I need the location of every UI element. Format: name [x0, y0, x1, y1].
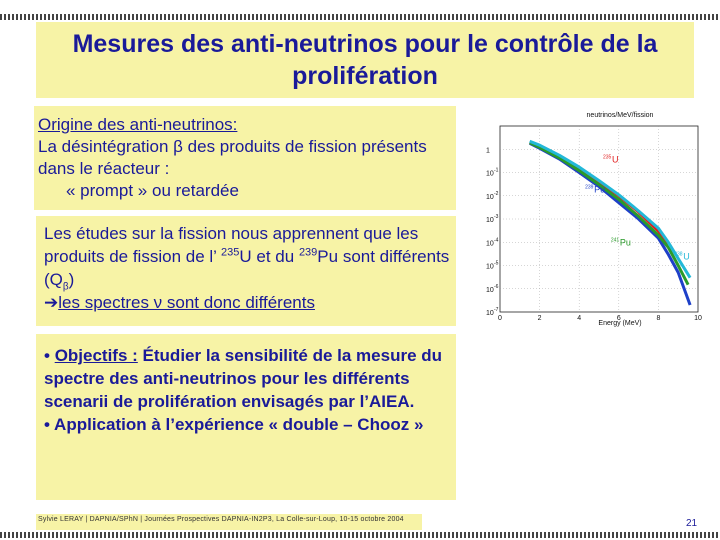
- y-tick-exponent: -6: [494, 283, 499, 290]
- fission-text-b: U et du: [239, 247, 299, 266]
- sub-beta: β: [62, 281, 69, 293]
- y-tick-label: 10: [486, 170, 494, 178]
- y-tick-exponent: -7: [494, 307, 499, 313]
- footer-text: Sylvie LERAY | DAPNIA/SPhN | Journées Prospectives DAPNIA-IN2P3, La Colle-sur-Loup, 10-15 octobre 2004: [38, 516, 404, 523]
- curve-label-mass: 238: [674, 251, 683, 258]
- objectives-label: Objectifs :: [54, 346, 138, 365]
- arrow-icon: ➔: [44, 293, 59, 312]
- y-tick-exponent: -4: [494, 237, 499, 244]
- curve-label-element: Pu: [619, 237, 631, 248]
- curve-label-mass: 241: [610, 237, 620, 244]
- y-tick-label: 10: [486, 310, 494, 317]
- y-tick-exponent: -3: [494, 214, 499, 220]
- y-tick-label: 10: [486, 286, 494, 294]
- x-tick-label: 10: [694, 315, 702, 322]
- origin-box: [34, 106, 456, 210]
- curve-label-mass: 235: [602, 154, 612, 161]
- page-number: 21: [686, 518, 698, 529]
- curve-label-element: U: [611, 154, 619, 165]
- top-dotted-border: [0, 14, 720, 20]
- origin-text: [38, 114, 452, 202]
- fission-text-c: Pu sont différents (Q: [44, 247, 450, 289]
- curve-label-element: U: [683, 251, 690, 262]
- y-tick-label: 1: [486, 147, 490, 155]
- y-tick-label: 10: [486, 263, 494, 271]
- sup-235: 235: [221, 246, 240, 259]
- slide-title: Mesures des anti-neutrinos pour le contrôle de la prolifération: [72, 30, 658, 90]
- objectives-text: [44, 344, 448, 436]
- spectra-conclusion: les spectres ν sont donc différents: [58, 293, 315, 312]
- chart-background: [470, 106, 706, 328]
- application-text: • Application à l’expérience « double – Chooz »: [44, 415, 424, 434]
- objectives-box: [36, 334, 456, 500]
- origin-line2: « prompt » ou retardée: [66, 181, 239, 200]
- y-tick-label: 10: [486, 193, 494, 201]
- x-tick-label: 2: [537, 315, 542, 322]
- curve-label-mass: 239: [585, 184, 594, 191]
- y-tick-exponent: -5: [494, 260, 499, 267]
- fission-box: [36, 216, 456, 326]
- fission-text-a: Les études sur la fission nous apprennent que les produits de fission de l’: [44, 224, 419, 266]
- bottom-dotted-border: [0, 532, 720, 538]
- x-tick-label: 8: [656, 315, 661, 322]
- y-tick-label: 10: [486, 217, 494, 224]
- x-tick-label: 4: [577, 315, 582, 322]
- fission-text-d: ): [68, 270, 75, 289]
- curve-label-element: Pu: [594, 184, 606, 195]
- origin-line1: La désintégration β des produits de fission présents dans le réacteur :: [38, 137, 427, 178]
- chart-title: neutrinos/MeV/fission: [586, 112, 654, 119]
- objectives-body: Étudier la sensibilité de la mesure du spectre des anti-neutrinos pour les différents scenarii de prolifération envisagés par l’AIEA.: [44, 346, 443, 411]
- chart-svg: [470, 106, 706, 328]
- antineutrino-spectrum-chart: [470, 106, 706, 328]
- x-tick-label: 0: [498, 315, 502, 322]
- y-tick-exponent: -1: [494, 167, 499, 174]
- bullet: •: [44, 346, 50, 365]
- fission-text: [44, 222, 452, 314]
- sup-239: 239: [298, 246, 318, 259]
- origin-heading: Origine des anti-neutrinos:: [38, 115, 238, 134]
- x-tick-label: 6: [616, 315, 621, 322]
- chart-xlabel: Energy (MeV): [598, 320, 642, 327]
- y-tick-label: 10: [486, 240, 494, 248]
- y-tick-exponent: -2: [494, 190, 499, 197]
